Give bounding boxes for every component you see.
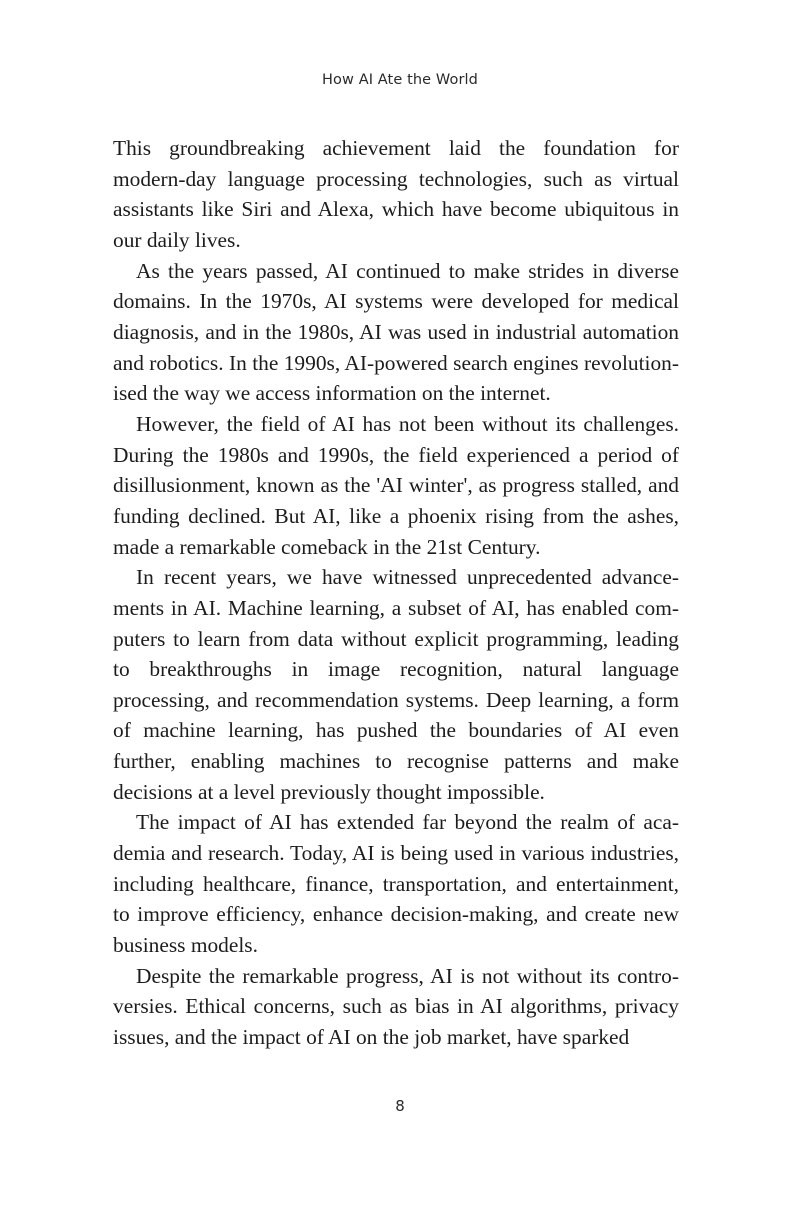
paragraph-4: In recent years, we have witnessed unprecedented advancements in AI. Machine learning, a subset of AI, has enabled computers to learn from data without explicit programming, leading to breakthroughs in image recognition, natural language processing, and recommendation systems. Deep learning, a form of machine learning, has pushed the boundaries of AI even further, enabling machines to recognise patterns and make decisions at a level previously thought impossible.	[113, 565, 679, 804]
page-number: 8	[395, 1097, 405, 1115]
paragraph-5: The impact of AI has extended far beyond the realm of academia and research. Today, AI is being used in various industries, including healthcare, finance, transportation, and entertainment, to improve efficiency, enhance decision-making, and create new business models.	[113, 810, 679, 958]
paragraph-1: This groundbreaking achievement laid the foundation for modern-day language processing technologies, such as virtual assistants like Siri and Alexa, which have become ubiquitous in our daily lives.	[113, 136, 679, 252]
paragraph-3: However, the field of AI has not been without its challenges. During the 1980s and 1990s, the field experienced a period of disillusionment, known as the 'AI winter', as progress stalled, and funding declined. But AI, like a phoenix rising from the ashes, made a remarkable comeback in the 21st Century.	[113, 411, 679, 559]
paragraph-2: As the years passed, AI continued to make strides in diverse domains. In the 1970s, AI systems were developed for medical diagnosis, and in the 1980s, AI was used in industrial automation and robotics. In the 1990s, AI-powered search engines revolutionised the way we access information on the internet.	[113, 258, 679, 406]
body-text	[113, 133, 679, 1053]
paragraph-6: Despite the remarkable progress, AI is not without its controversies. Ethical concerns, such as bias in AI algorithms, privacy issues, and the impact of AI on the job market, have sparked	[113, 963, 679, 1050]
running-header-title: How AI Ate the World	[322, 72, 478, 88]
